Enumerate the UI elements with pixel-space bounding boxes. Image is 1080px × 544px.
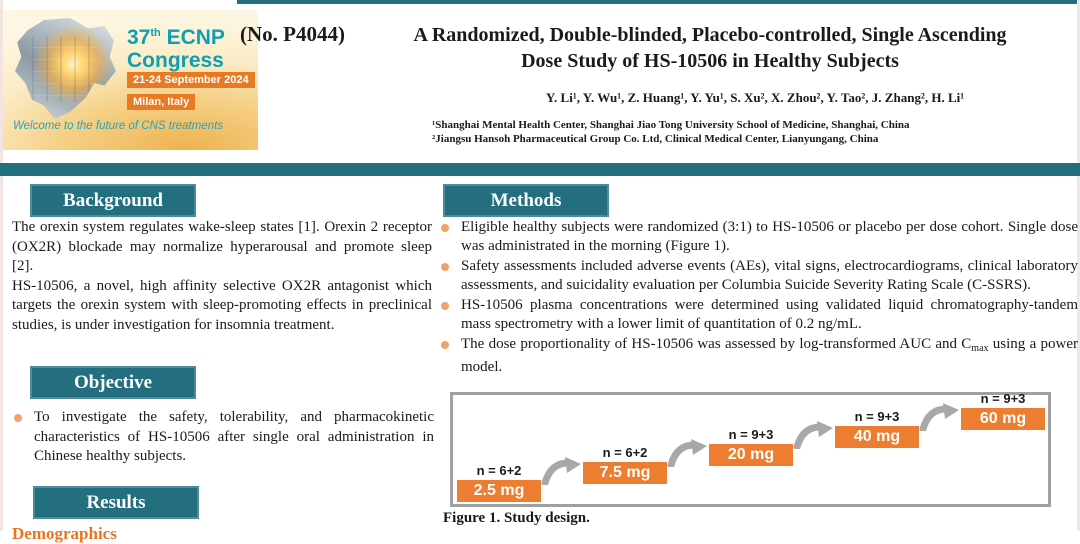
dose-step-1-n-label: n = 6+2: [476, 463, 522, 478]
escalation-arrow-icon: [919, 403, 959, 431]
congress-ordinal: th: [150, 27, 161, 39]
methods-bullet-4-pre: The dose proportionality of HS-10506 was assessed by log-transformed AUC and C: [461, 336, 972, 352]
figure-1-caption: Figure 1. Study design.: [443, 510, 590, 526]
objective-bullet-text: To investigate the safety, tolerability, and pharmacokinetic characteristics of HS-10506 after single oral administration in Chinese healthy subjects.: [34, 409, 434, 464]
congress-word-congress: Congress: [127, 49, 224, 72]
poster-title-line2: Dose Study of HS-10506 in Healthy Subjects: [521, 50, 899, 72]
dose-step-3-n-label: n = 9+3: [728, 427, 774, 442]
top-border-line: [237, 0, 1077, 4]
affiliation-1: ¹Shanghai Mental Health Center, Shanghai Jiao Tong University School of Medicine, Shanghai, China: [432, 119, 910, 131]
methods-bullet-1-text: Eligible healthy subjects were randomized (3:1) to HS-10506 or placebo per dose cohort. Single dose was administrated in the morning (Figure 1).: [461, 219, 1078, 254]
affiliations: [432, 118, 1078, 146]
methods-bullet-1: [437, 218, 1078, 256]
bullet-dot-icon: [14, 414, 22, 422]
methods-bullet-3: [437, 296, 1078, 334]
methods-bullet-4-subscript: max: [971, 343, 989, 354]
congress-title: [127, 22, 225, 72]
dose-step-4-n-label: n = 9+3: [854, 409, 900, 424]
figure-1-study-design: [450, 392, 1051, 507]
dose-step-1-box: 2.5 mg: [457, 480, 541, 502]
bullet-dot-icon: [441, 302, 449, 310]
dose-step-5-box: 60 mg: [961, 408, 1045, 430]
dose-step-3-box: 20 mg: [709, 444, 793, 466]
bullet-dot-icon: [441, 341, 449, 349]
results-section-heading: Results: [33, 486, 199, 519]
affiliation-2: ²Jiangsu Hansoh Pharmaceutical Group Co. Ltd, Clinical Medical Center, Lianyungang, China: [432, 133, 879, 145]
congress-title-line1: [127, 22, 225, 49]
methods-bullet-2: [437, 257, 1078, 295]
dose-step-4-box: 40 mg: [835, 426, 919, 448]
congress-word-ecnp: ECNP: [160, 26, 225, 49]
authors-line: Y. Li¹, Y. Wu¹, Z. Huang¹, Y. Yu¹, S. Xu², X. Zhou², Y. Tao², J. Zhang², H. Li¹: [545, 90, 965, 105]
brain-collage-icon: [13, 18, 117, 120]
background-paragraph-1: The orexin system regulates wake-sleep states [1]. Orexin 2 receptor (OX2R) blockade may normalize hyperarousal and promote sleep [2].: [12, 219, 432, 274]
methods-bullet-4-text: [461, 335, 1078, 377]
results-subheading-demographics: Demographics: [12, 524, 117, 543]
poster-title: [355, 22, 1065, 74]
dose-step-2-n-label: n = 6+2: [602, 445, 648, 460]
ecnp-congress-logo-card: [3, 10, 258, 150]
left-column: [8, 178, 434, 543]
methods-bullet-2-text: Safety assessments included adverse events (AEs), vital signs, electrocardiograms, clinical laboratory assessments, and suicidality evaluation per Columbia Suicide Severity Rating Scale (C-SSRS).: [461, 258, 1078, 293]
dose-step-2-box: 7.5 mg: [583, 462, 667, 484]
escalation-arrow-icon: [667, 439, 707, 467]
escalation-arrow-icon: [793, 421, 833, 449]
congress-dates-badge: 21-24 September 2024: [127, 72, 255, 88]
congress-number: 37: [127, 26, 151, 49]
poster-number: (No. P4044): [240, 22, 345, 46]
authors-affiliations-block: [432, 90, 1078, 146]
bullet-dot-icon: [441, 263, 449, 271]
congress-location-badge: Milan, Italy: [127, 94, 195, 110]
dose-step-5-n-label: n = 9+3: [980, 391, 1026, 406]
methods-bullet-4-post: using a power model.: [461, 336, 1078, 375]
header-divider-bar: [0, 163, 1080, 176]
methods-bullet-4: [437, 335, 1078, 377]
objective-bullet: [10, 408, 434, 467]
bullet-dot-icon: [441, 224, 449, 232]
background-section-heading: Background: [30, 184, 196, 217]
methods-bullet-3-text: HS-10506 plasma concentrations were determined using validated liquid chromatography-tandem mass spectrometry with a lower limit of quantitation of 0.2 ng/mL.: [461, 297, 1078, 332]
objective-section-heading: Objective: [30, 366, 196, 399]
methods-section-heading: Methods: [443, 184, 609, 217]
background-paragraph-2: HS-10506, a novel, high affinity selective OX2R antagonist which targets the orexin system with sleep-promoting effects in preclinical studies, is under investigation for insomnia treatment.: [12, 277, 432, 333]
methods-bullet-list: [437, 218, 1078, 378]
right-column: [437, 178, 1080, 531]
poster-title-line1: A Randomized, Double-blinded, Placebo-controlled, Single Ascending: [413, 24, 1007, 46]
congress-tagline: Welcome to the future of CNS treatments: [13, 120, 224, 132]
background-text: [12, 218, 432, 335]
escalation-arrow-icon: [541, 457, 581, 485]
